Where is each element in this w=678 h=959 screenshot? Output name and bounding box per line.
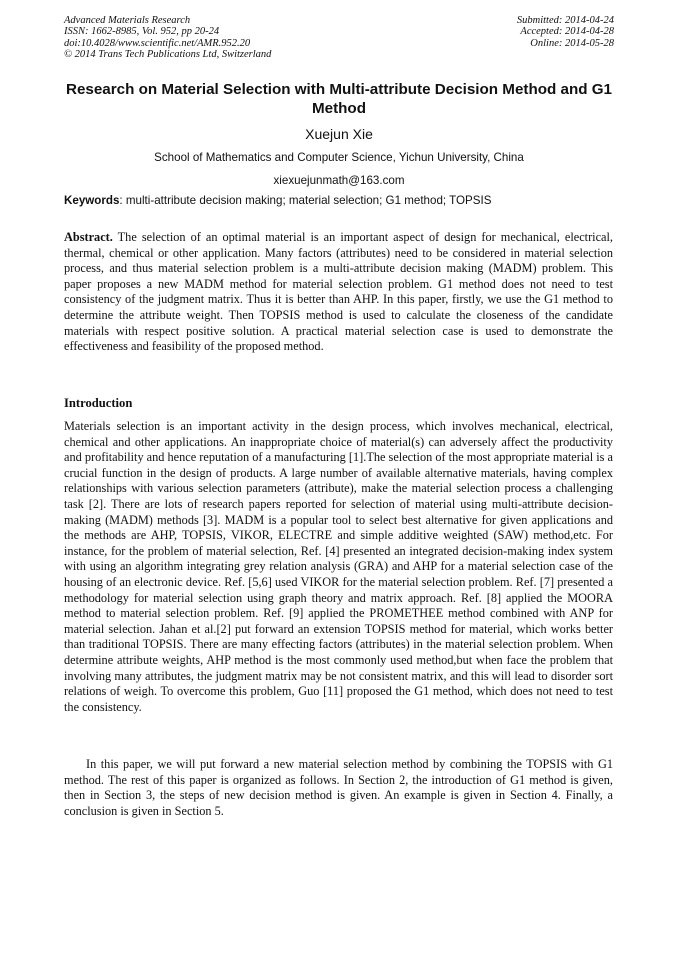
author-affiliation: School of Mathematics and Computer Science, Yichun University, China — [154, 151, 524, 164]
publication-dates — [517, 15, 614, 49]
introduction-heading: Introduction — [64, 396, 133, 410]
online-date: Online: 2014-05-28 — [530, 37, 614, 49]
keywords-text: : multi-attribute decision making; material selection; G1 method; TOPSIS — [119, 194, 492, 207]
introduction-paragraph-2: In this paper, we will put forward a new material selection method by combining the TOPSIS with G1 method. The rest of this paper is organized as follows. In Section 2, the introduction of G1 method is given, then in Section 3, the steps of new decision method is given. An example is given in Section 4. Finally, a conclusion is given in Section 5. — [64, 757, 613, 818]
submitted-date: Submitted: 2014-04-24 — [516, 15, 614, 26]
abstract-text: The selection of an optimal material is an important aspect of design for mechanical, electrical, thermal, chemical or other application. Many factors (attributes) need to be considered in material selection process, and thus material selection problem is a multi-attribute decision making (MADM) problem. This paper proposes a new MADM method for material selection problem. G1 method does not need to test consistency of the judgment matrix. Thus it is better than AHP. In this paper, firstly, we use the G1 method to determine the attribute weight. Then TOPSIS method is used to calculate the closeness of the candidate materials with respect positive solution. A practical material selection case is used to demonstrate the effectiveness and feasibility of the proposed method. — [64, 230, 613, 354]
paper-title: Research on Material Selection with Multi-attribute Decision Method and G1 Method — [66, 81, 612, 117]
keywords-label: Keywords — [64, 194, 120, 207]
abstract-label: Abstract. — [64, 230, 113, 244]
author-name: Xuejun Xie — [305, 126, 373, 142]
author-email: xiexuejunmath@163.com — [273, 174, 405, 187]
journal-info — [64, 15, 271, 61]
abstract — [64, 230, 613, 355]
keywords — [64, 194, 624, 207]
journal-doi: doi:10.4028/www.scientific.net/AMR.952.20 — [64, 37, 251, 49]
introduction-paragraph-1: Materials selection is an important activity in the design process, which involves mechanical, electrical, chemical and other applications. An inappropriate choice of material(s) can adversely affect the productivity and profitability and hence reputation of a manufacturing [1].The selection of the most appropriate material is a crucial function in the design of products. A large number of available alternative materials, having complex relationships with various selection parameters (attribute), make the material selection process a challenging task [2]. There are lots of research papers reported for selection of material using multi-attribute decision-making (MADM) methods [3]. MADM is a popular tool to select best alternative for given applications and the methods are AHP, TOPSIS, VIKOR, ELECTRE and simple additive weighted (SAW) method,etc. For instance, for the problem of material selection, Ref. [4] presented an integrated decision-making index system with using an algorithm integrating grey relation analysis (GRA) and AHP for a material selection case of the housing of an electronic device. Ref. [5,6] used VIKOR for the material selection problem. Ref. [7] presented a methodology for material selection using graph theory and matrix approach. Ref. [8] applied the MOORA method to material selection problem. Ref. [9] applied the PROMETHEE method combined with ANP for material selection. Jahan et al.[2] put forward an extension TOPSIS method for material, which works better than traditional TOPSIS. There are many effecting factors (attributes) in the material selection problem. When determine attribute weights, AHP method is the most commonly used method,but when face the problem that involving many attributes, the judgment matrix may be not consistent matrix, and this will lead to disorder sort relations of weigh. To overcome this problem, Guo [11] proposed the G1 method, which does not need to test the consistency. — [64, 419, 613, 714]
accepted-date: Accepted: 2014-04-28 — [520, 26, 614, 38]
journal-issn: ISSN: 1662-8985, Vol. 952, pp 20-24 — [64, 26, 220, 38]
journal-name: Advanced Materials Research — [64, 15, 191, 26]
journal-copyright: © 2014 Trans Tech Publications Ltd, Switzerland — [64, 49, 272, 61]
